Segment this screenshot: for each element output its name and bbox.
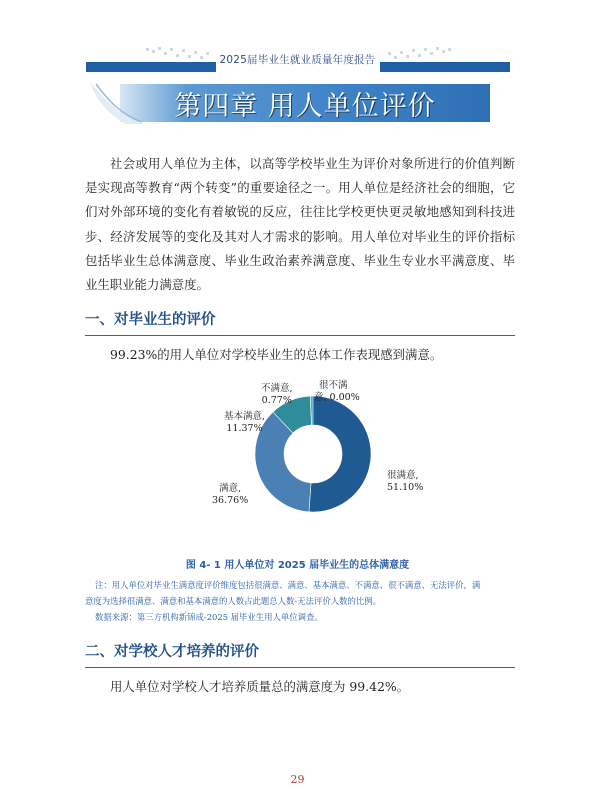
section-2-heading: 二、对学校人才培养的评价 xyxy=(85,640,515,668)
intro-paragraph: 社会或用人单位为主体，以高等学校毕业生为评价对象所进行的价值判断是实现高等教育“两个转变”的重要途径之一。用人单位是经济社会的细胞，它们对外部环境的变化有着敏锐的反应，往往比学校更快更灵敏地感知到科技进步、经济发展等的变化及其对人才需求的影响。用人单位对毕业生的评价指标包括毕业生总体满意度、毕业生政治素养满意度、毕业生专业水平满意度、毕业生职业能力满意度。 xyxy=(85,156,515,293)
label-very-satisfied-value: 51.10% xyxy=(387,482,424,493)
label-dissatisfied-value: 0.77% xyxy=(261,395,292,406)
label-very-dissatisfied-value: 意, 0.00% xyxy=(314,392,360,403)
label-dissatisfied-name: 不满意, xyxy=(261,383,293,394)
slice-very-satisfied xyxy=(309,396,371,512)
figure-caption: 图 4- 1 用人单位对 2025 届毕业生的总体满意度 xyxy=(185,560,410,571)
header-right-pattern xyxy=(380,46,510,72)
section-1-heading: 一、对毕业生的评价 xyxy=(85,308,515,336)
figure-note-line-2: 意度为选择很满意、满意和基本满意的人数占此题总人数-无法评价人数的比例。 xyxy=(85,596,381,606)
chapter-title: 第四章 用人单位评价 xyxy=(174,90,436,122)
page-number: 29 xyxy=(290,773,305,786)
label-dissatisfied xyxy=(261,383,293,407)
label-very-dissatisfied-name: 很不满 xyxy=(319,380,348,391)
section-2-lead: 用人单位对学校人才培养质量总的满意度为 99.42%。 xyxy=(110,679,409,694)
label-basically-satisfied xyxy=(224,411,265,435)
label-very-dissatisfied xyxy=(314,380,360,404)
label-very-satisfied-name: 很满意, xyxy=(387,470,419,481)
label-satisfied-name: 满意, xyxy=(219,483,242,494)
label-basically-satisfied-name: 基本满意, xyxy=(224,411,266,422)
header-left-pattern xyxy=(86,46,216,72)
label-satisfied-value: 36.76% xyxy=(212,495,249,506)
report-header-title: 2025届毕业生就业质量年度报告 xyxy=(219,54,376,66)
label-satisfied xyxy=(212,483,248,507)
figure-source: 数据来源：第三方机构新锦成-2025 届毕业生用人单位调查。 xyxy=(95,612,323,622)
label-basically-satisfied-value: 11.37% xyxy=(226,423,263,434)
section-1-lead: 99.23%的用人单位对学校毕业生的总体工作表现感到满意。 xyxy=(110,347,443,362)
figure-note-line-1: 注：用人单位对毕业生满意度评价维度包括很满意、满意、基本满意、不满意、很不满意、无法评价，满 xyxy=(95,580,481,590)
label-very-satisfied xyxy=(387,470,423,494)
